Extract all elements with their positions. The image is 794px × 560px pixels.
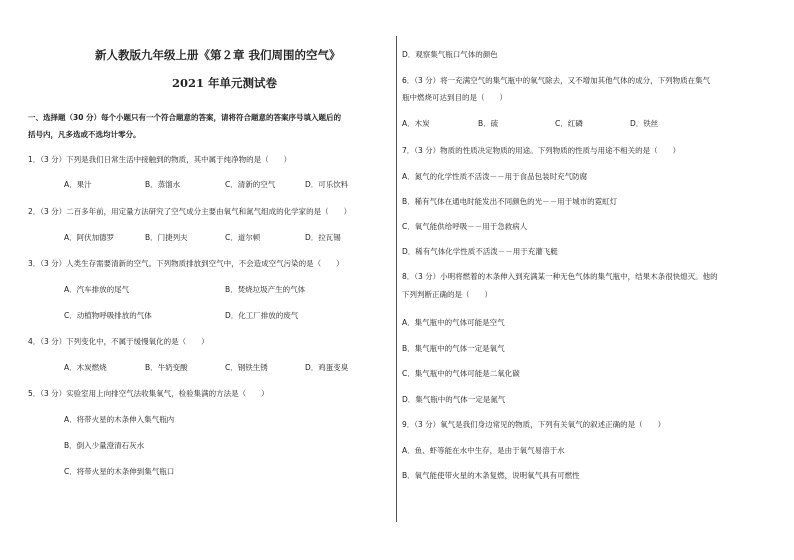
q9-option-b: B．氧气能使带火星的木条复燃，说明氧气具有可燃性 (402, 471, 580, 480)
q4-option-b: B．牛奶变酸 (145, 363, 188, 372)
q7-option-c: C．氧气能供给呼吸－－用于急救病人 (402, 222, 528, 231)
q5-option-c: C．将带火星的木条伸到集气瓶口 (64, 467, 175, 476)
section-instruction-line1: 一、选择题（30 分）每个小题只有一个符合题意的答案，请将符合题意的答案序号填入题后的 (28, 113, 342, 122)
question-1-stem: 1．（3 分）下列是我们日常生活中接触到的物质，其中属于纯净物的是（ ） (28, 155, 292, 164)
question-4-stem: 4．（3 分）下列变化中，不属于缓慢氧化的是（ ） (28, 337, 209, 346)
exam-title: 新人教版九年级上册《第２章 我们周围的空气》 (95, 48, 341, 62)
column-divider (396, 36, 397, 522)
q2-option-c: C．道尔顿 (225, 233, 261, 242)
q2-option-a: A．阿伏加德罗 (64, 233, 115, 242)
q5-option-d: D．观察集气瓶口气体的颜色 (402, 50, 498, 59)
question-2-stem: 2．（3 分）二百多年前，用定量方法研究了空气成分主要由氧气和氮气组成的化学家的是（ ） (28, 207, 352, 216)
question-6-stem-line2: 瓶中燃烧可达到目的是（ ） (402, 93, 507, 102)
question-3-stem: 3．（3 分）人类生存需要清新的空气。下列物质排放到空气中，不会造成空气污染的是（ ） (28, 259, 344, 268)
q2-option-b: B．门捷列夫 (145, 233, 188, 242)
q6-option-b: B．硫 (478, 119, 499, 128)
q3-option-d: D．化工厂排放的废气 (225, 311, 299, 320)
q4-option-c: C．钢铁生锈 (225, 363, 268, 372)
q8-option-c: C．集气瓶中的气体可能是二氧化碳 (402, 369, 520, 378)
q8-option-d: D．集气瓶中的气体一定是氮气 (402, 395, 506, 404)
q2-option-d: D．拉瓦锡 (305, 233, 341, 242)
q7-option-a: A．氮气的化学性质不活泼－－用于食品包装时充气防腐 (402, 172, 588, 181)
q5-option-b: B．倒入少量澄清石灰水 (64, 441, 145, 450)
q7-option-b: B．稀有气体在通电时能发出不同颜色的光－－用于城市的霓虹灯 (402, 197, 618, 206)
question-8-stem-line1: 8．（3 分）小明将燃着的木条伸入到充满某一种无色气体的集气瓶中，结果木条很快熄灭。他的 (402, 272, 718, 281)
q6-option-a: A．木炭 (402, 119, 430, 128)
q1-option-c: C．清新的空气 (225, 180, 276, 189)
q7-option-d: D．稀有气体化学性质不活泼－－用于充灌飞艇 (402, 247, 558, 256)
q1-option-a: A．果汁 (64, 180, 92, 189)
q1-option-d: D．可乐饮料 (305, 180, 349, 189)
exam-subtitle: 2021 年单元测试卷 (172, 76, 278, 90)
q4-option-a: A．木炭燃烧 (64, 363, 107, 372)
q1-option-b: B．蒸馏水 (145, 180, 181, 189)
q6-option-c: C．红磷 (555, 119, 583, 128)
q3-option-c: C．动植物呼吸排放的气体 (64, 311, 152, 320)
q8-option-a: A．集气瓶中的气体可能是空气 (402, 318, 505, 327)
q8-option-b: B．集气瓶中的气体一定是氧气 (402, 344, 505, 353)
q9-option-a: A．鱼、虾等能在水中生存，是由于氧气易溶于水 (402, 446, 565, 455)
q3-option-b: B．焚烧垃圾产生的气体 (225, 285, 306, 294)
q4-option-d: D．鸡蛋变臭 (305, 363, 349, 372)
section-instruction-line2: 括号内，凡多选或不选均计零分。 (28, 130, 141, 139)
q5-option-a: A．将带火星的木条伸入集气瓶内 (64, 415, 175, 424)
q3-option-a: A．汽车排放的尾气 (64, 285, 130, 294)
q6-option-d: D．铁丝 (630, 119, 659, 128)
question-7-stem: 7．（3 分）物质的性质决定物质的用途。下列物质的性质与用途不相关的是（ ） (402, 146, 681, 155)
question-9-stem: 9．（3 分）氧气是我们身边常见的物质，下列有关氧气的叙述正确的是（ ） (402, 420, 666, 429)
question-5-stem: 5．（3 分）实验室用上向排空气法收集氧气，检验集满的方法是（ ） (28, 389, 269, 398)
question-6-stem-line1: 6．（3 分）将一充满空气的集气瓶中的氧气除去，又不增加其他气体的成分，下列物质在集气 (402, 76, 711, 85)
question-8-stem-line2: 下列判断正确的是（ ） (402, 290, 492, 299)
